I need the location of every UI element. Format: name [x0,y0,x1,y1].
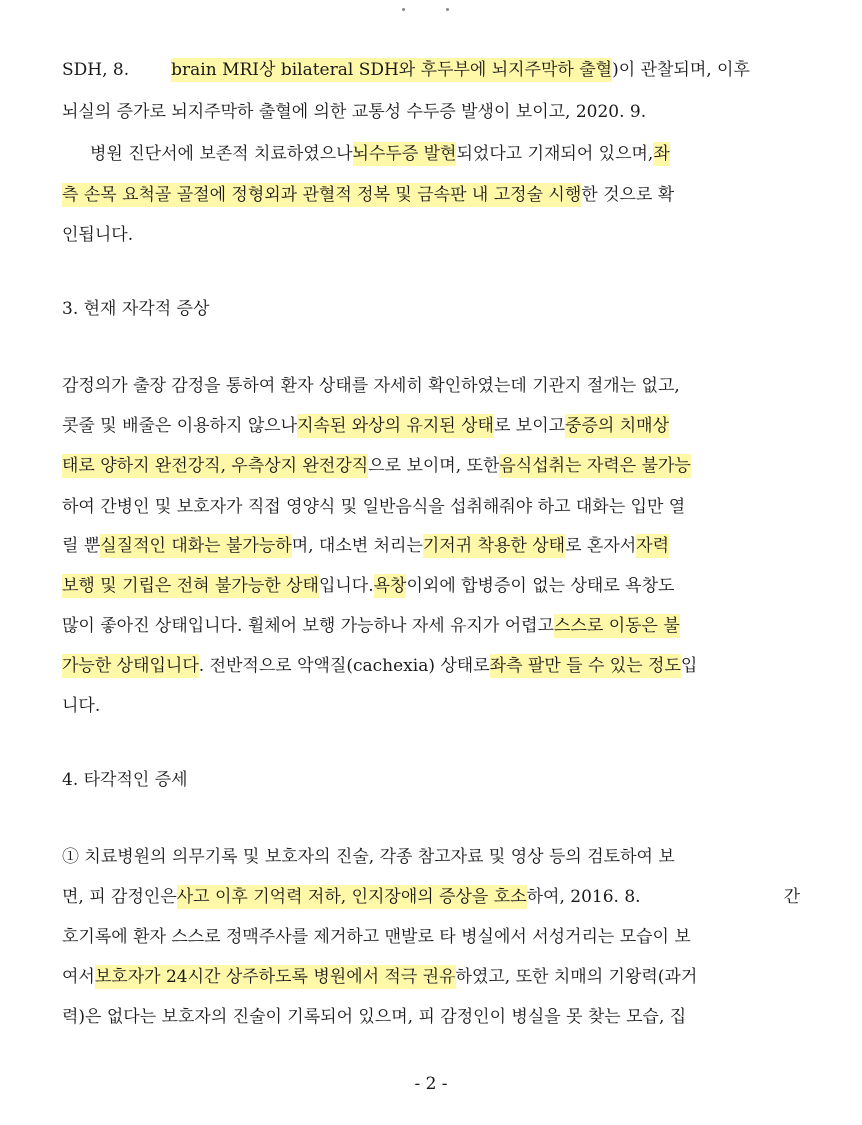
highlighted-text: 뇌수두증 발현 [352,144,457,164]
text: 한 것으로 확 [581,185,675,205]
highlighted-text: 태로 양하지 완전강직, 우측상지 완전강직 [62,456,369,476]
p2-line-7 [62,614,800,638]
highlighted-text: 보호자가 24시간 상주하도록 병원에서 적극 권유 [94,967,456,987]
text: 입 [680,656,698,676]
text: 하여 간병인 및 보호자가 직접 영양식 및 일반음식을 섭취해줘야 하고 대화는 입만 열 [62,497,686,517]
text: . 전반적으로 악액질(cachexia) 상태로 [198,656,490,676]
p3-line-3 [62,925,800,949]
p1-line-3 [90,142,800,166]
highlighted-text: 측 손목 요척골 골절에 정형외과 관혈적 정복 및 금속판 내 고정술 시행 [62,185,582,205]
p2-line-1 [62,374,800,398]
p1-line-1 [62,58,800,82]
text: 되었다고 기재되어 있으며, [456,144,654,164]
text: 감정의가 출장 감정을 통하여 환자 상태를 자세히 확인하였는데 기관지 절개는 없고, [62,376,680,396]
text: 으로 보이며, 또한 [368,456,500,476]
highlighted-text: 자력 [636,536,670,556]
text: 여서 [62,967,95,987]
p3-line-5 [62,1005,800,1029]
text: SDH, 8. [62,60,130,80]
p1-line-2 [62,100,800,124]
text: 로 보이고 [493,416,566,436]
scan-speck [446,8,449,11]
text: 니다. [62,696,101,716]
highlighted-text: 가능한 상태입니다 [62,656,199,676]
highlighted-text: 사고 이후 기억력 저하, 인지장애의 증상을 호소 [176,887,527,907]
page-number: - 2 - [414,1074,448,1094]
p2-line-8 [62,654,800,678]
p2-line-5 [62,534,800,558]
text: 뇌실의 증가로 뇌지주막하 출혈에 의한 교통성 수두증 발생이 보이고, 2020. 9. [62,102,647,122]
p3-line-4 [62,965,800,989]
highlighted-text: 지속된 와상의 유지된 상태 [297,416,494,436]
p1-line-4 [62,183,800,207]
highlighted-text: 기저귀 착용한 상태 [422,536,566,556]
highlighted-text: 실질적인 대화는 불가능하 [100,536,292,556]
p2-line-9 [62,694,800,718]
p3-line-2 [62,885,800,909]
text: 력)은 없다는 보호자의 진술이 기록되어 있으며, 피 감정인이 병실을 못 찾는 모습, 집 [62,1007,687,1027]
highlighted-text: 중증의 치매상 [565,416,669,436]
highlighted-text: 좌측 팔만 들 수 있는 정도 [489,656,681,676]
text: 병원 진단서에 보존적 치료하였으나 [90,144,353,164]
text: 호기록에 환자 스스로 정맥주사를 제거하고 맨발로 타 병실에서 서성거리는 모습이 보 [62,927,691,947]
text: 면, 피 감정인은 [62,887,177,907]
text: 인됩니다. [62,225,134,245]
highlighted-text: 스스로 이동은 불 [554,616,680,636]
highlighted-text: 욕창 [373,576,407,596]
section-3-heading: 3. 현재 자각적 증상 [62,299,210,319]
text: 간 [783,887,800,907]
text: 이외에 합병증이 없는 상태로 욕창도 [406,576,675,596]
highlighted-text: brain MRI상 bilateral SDH와 후두부에 뇌지주막하 출혈 [171,60,613,80]
text: 입니다. [318,576,374,596]
text: 로 혼자서 [565,536,637,556]
text: 며, 대소변 처리는 [291,536,423,556]
p1-line-5 [62,223,800,247]
text: ① 치료병원의 의무기록 및 보호자의 진술, 각종 참고자료 및 영상 등의 검토하여 보 [62,847,675,867]
text: 릴 뿐 [62,536,101,556]
text: )이 관찰되며, 이후 [612,60,750,80]
p3-line-1 [62,845,800,869]
scan-speck [402,8,405,11]
text: 많이 좋아진 상태입니다. 휠체어 보행 가능하나 자세 유지가 어렵고 [62,616,555,636]
p2-line-3 [62,454,800,478]
section-4-heading: 4. 타각적인 증세 [62,770,188,790]
highlighted-text: 음식섭취는 자력은 불가능 [499,456,691,476]
p2-line-2 [62,414,800,438]
p2-line-6 [62,574,800,598]
highlighted-text: 좌 [653,144,670,164]
text: 콧줄 및 배줄은 이용하지 않으나 [62,416,298,436]
highlighted-text: 보행 및 기립은 전혀 불가능한 상태 [62,576,319,596]
p2-line-4 [62,495,800,519]
text: 하여, 2016. 8. [526,887,641,907]
text: 하였고, 또한 치매의 기왕력(과거 [455,967,698,987]
